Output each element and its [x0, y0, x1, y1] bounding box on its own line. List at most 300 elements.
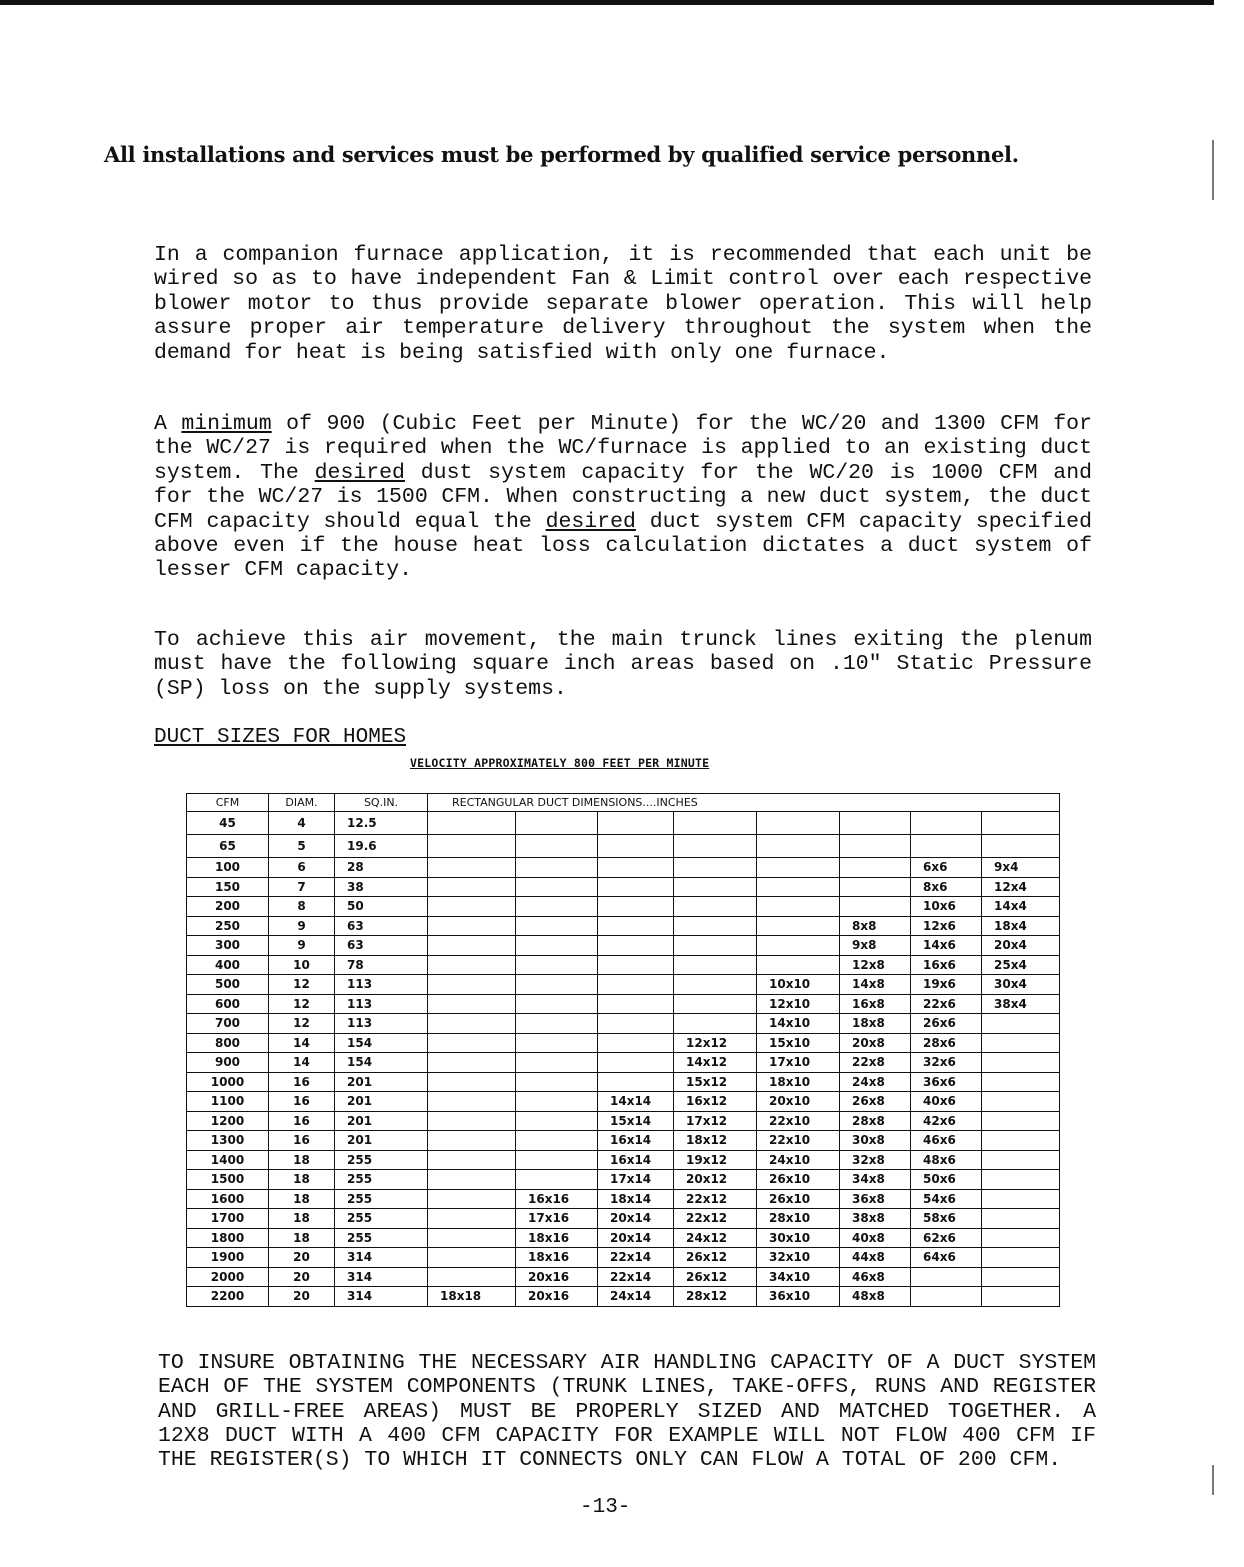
dimension-cell	[757, 812, 840, 835]
dimension-cell	[674, 975, 757, 995]
duct-sizes-table	[186, 793, 1060, 1307]
cfm-cell: 100	[187, 858, 269, 878]
dimension-cell: 16x14	[598, 1150, 674, 1170]
dimension-cell	[982, 1111, 1060, 1131]
dimension-cell	[516, 916, 598, 936]
dimension-cell	[428, 897, 516, 917]
footer-paragraph: TO INSURE OBTAINING THE NECESSARY AIR HANDLING CAPACITY OF A DUCT SYSTEM EACH OF THE SYSTEM COMPONENTS (TRUNK LINES, TAKE-OFFS, RUNS AND REGISTER AND GRILL-FREE AREAS) MUST BE PROPERLY SIZED AND MATCHED TOGETHER. A 12X8 DUCT WITH A 400 CFM CAPACITY FOR EXAMPLE WILL NOT FLOW 400 CFM IF THE REGISTER(S) TO WHICH IT CONNECTS ONLY CAN FLOW A TOTAL OF 200 CFM.	[158, 1351, 1096, 1473]
sqin-cell: 113	[335, 994, 428, 1014]
dimension-cell	[982, 835, 1060, 858]
dimension-cell	[516, 1014, 598, 1034]
dimension-cell: 20x16	[516, 1287, 598, 1307]
table-row	[187, 897, 1060, 917]
table-row	[187, 1053, 1060, 1073]
dimension-cell: 48x6	[911, 1150, 982, 1170]
dimension-cell	[598, 975, 674, 995]
table-row	[187, 1092, 1060, 1112]
dimension-cell	[982, 812, 1060, 835]
dimension-cell: 50x6	[911, 1170, 982, 1190]
table-row	[187, 1033, 1060, 1053]
trunk-lines-paragraph: To achieve this air movement, the main trunck lines exiting the plenum must have the following square inch areas based on .10" Static Pressure (SP) loss on the supply systems.	[154, 628, 1092, 701]
dimension-cell: 54x6	[911, 1189, 982, 1209]
dimension-cell	[757, 858, 840, 878]
dimension-cell	[428, 1150, 516, 1170]
dimension-cell: 20x14	[598, 1228, 674, 1248]
dimension-cell	[428, 1228, 516, 1248]
dimension-cell	[428, 1131, 516, 1151]
dimension-cell	[982, 1170, 1060, 1190]
diam-cell: 18	[269, 1228, 335, 1248]
dimension-cell: 14x6	[911, 936, 982, 956]
dimension-cell: 22x8	[840, 1053, 911, 1073]
dimension-cell	[428, 936, 516, 956]
minimum-emphasis: minimum	[181, 412, 272, 436]
cfm-cell: 1800	[187, 1228, 269, 1248]
sqin-cell: 314	[335, 1287, 428, 1307]
dimension-cell	[982, 1131, 1060, 1151]
dimension-cell	[428, 1072, 516, 1092]
dimension-cell: 18x16	[516, 1248, 598, 1268]
dimension-cell: 22x14	[598, 1248, 674, 1268]
dimension-cell	[911, 1287, 982, 1307]
dimension-cell	[598, 877, 674, 897]
cfm-cell: 1300	[187, 1131, 269, 1151]
dimension-cell: 14x12	[674, 1053, 757, 1073]
cfm-cell: 1500	[187, 1170, 269, 1190]
dimension-cell: 17x12	[674, 1111, 757, 1131]
sqin-cell: 255	[335, 1150, 428, 1170]
dimension-cell	[516, 812, 598, 835]
dimension-cell: 26x12	[674, 1267, 757, 1287]
diam-cell: 18	[269, 1209, 335, 1229]
dimension-cell	[674, 812, 757, 835]
dimension-cell	[516, 1170, 598, 1190]
sqin-cell: 154	[335, 1033, 428, 1053]
dimension-cell	[840, 858, 911, 878]
dimension-cell	[982, 1267, 1060, 1287]
dimension-cell: 26x8	[840, 1092, 911, 1112]
dimension-cell: 58x6	[911, 1209, 982, 1229]
dimension-cell	[674, 936, 757, 956]
dimension-cell: 26x10	[757, 1170, 840, 1190]
cfm-cell: 1400	[187, 1150, 269, 1170]
dimension-cell: 16x14	[598, 1131, 674, 1151]
dimension-cell: 24x8	[840, 1072, 911, 1092]
dimension-cell	[428, 994, 516, 1014]
cfm-cell: 800	[187, 1033, 269, 1053]
dimension-cell	[516, 1111, 598, 1131]
diam-cell: 5	[269, 835, 335, 858]
table-row	[187, 975, 1060, 995]
dimension-cell: 18x12	[674, 1131, 757, 1151]
table-row	[187, 1209, 1060, 1229]
sqin-cell: 78	[335, 955, 428, 975]
sqin-cell: 113	[335, 1014, 428, 1034]
dimension-cell: 9x4	[982, 858, 1060, 878]
table-row	[187, 1072, 1060, 1092]
diam-cell: 4	[269, 812, 335, 835]
cfm-cell: 1600	[187, 1189, 269, 1209]
dimension-cell: 32x10	[757, 1248, 840, 1268]
diam-cell: 18	[269, 1170, 335, 1190]
dimension-cell: 40x6	[911, 1092, 982, 1112]
dimension-cell: 10x6	[911, 897, 982, 917]
table-row	[187, 877, 1060, 897]
cfm-requirement-paragraph: A minimum of 900 (Cubic Feet per Minute) for the WC/20 and 1300 CFM for the WC/27 is required when the WC/furnace is applied to an existing duct system. The desired dust system capacity for the WC/20 is 1000 CFM and for the WC/27 is 1500 CFM. When constructing a new duct system, the duct CFM capacity should equal the desired duct system CFM capacity specified above even if the house heat loss calculation dictates a duct system of lesser CFM capacity.	[154, 412, 1092, 583]
dimension-cell	[982, 1189, 1060, 1209]
dimension-cell	[428, 916, 516, 936]
diam-cell: 14	[269, 1033, 335, 1053]
sqin-cell: 314	[335, 1248, 428, 1268]
diam-cell: 6	[269, 858, 335, 878]
sqin-cell: 19.6	[335, 835, 428, 858]
cfm-cell: 45	[187, 812, 269, 835]
dimension-cell: 20x16	[516, 1267, 598, 1287]
dimension-cell	[428, 812, 516, 835]
dimension-cell	[982, 1092, 1060, 1112]
table-row	[187, 1170, 1060, 1190]
dimension-cell: 26x12	[674, 1248, 757, 1268]
dimension-cell	[757, 916, 840, 936]
dimension-cell: 12x4	[982, 877, 1060, 897]
dimension-cell: 18x18	[428, 1287, 516, 1307]
sqin-cell: 63	[335, 916, 428, 936]
sqin-cell: 154	[335, 1053, 428, 1073]
companion-furnace-paragraph: In a companion furnace application, it is recommended that each unit be wired so as to have independent Fan & Limit control over each respective blower motor to thus provide separate blower operation. This will help assure proper air temperature delivery throughout the system when the demand for heat is being satisfied with only one furnace.	[154, 243, 1092, 365]
sqin-cell: 63	[335, 936, 428, 956]
desired-emphasis: desired	[314, 460, 405, 485]
cfm-cell: 1000	[187, 1072, 269, 1092]
dimension-cell: 8x8	[840, 916, 911, 936]
dimension-cell: 48x8	[840, 1287, 911, 1307]
dimension-cell	[911, 1267, 982, 1287]
dimension-cell: 14x8	[840, 975, 911, 995]
diam-cell: 14	[269, 1053, 335, 1073]
dimension-cell: 20x10	[757, 1092, 840, 1112]
cfm-cell: 250	[187, 916, 269, 936]
table-row	[187, 1267, 1060, 1287]
dimension-cell	[757, 877, 840, 897]
dimension-cell: 22x10	[757, 1111, 840, 1131]
dimension-cell: 18x10	[757, 1072, 840, 1092]
dimension-cell: 8x6	[911, 877, 982, 897]
dimension-cell	[674, 897, 757, 917]
dimension-cell: 24x10	[757, 1150, 840, 1170]
table-row	[187, 1287, 1060, 1307]
dimension-cell	[428, 1014, 516, 1034]
dimension-cell: 28x8	[840, 1111, 911, 1131]
dimension-cell: 42x6	[911, 1111, 982, 1131]
table-header-row	[187, 794, 1060, 812]
table-row	[187, 916, 1060, 936]
dimension-cell	[598, 955, 674, 975]
dimension-cell	[840, 897, 911, 917]
dimension-cell	[840, 812, 911, 835]
diam-cell: 12	[269, 1014, 335, 1034]
dimension-cell: 15x10	[757, 1033, 840, 1053]
dimension-cell: 19x6	[911, 975, 982, 995]
header-cfm: CFM	[187, 794, 269, 812]
dimension-cell: 32x6	[911, 1053, 982, 1073]
sqin-cell: 38	[335, 877, 428, 897]
dimension-cell	[982, 1228, 1060, 1248]
page-number: -13-	[580, 1496, 631, 1519]
sqin-cell: 201	[335, 1111, 428, 1131]
cfm-cell: 150	[187, 877, 269, 897]
dimension-cell: 9x8	[840, 936, 911, 956]
dimension-cell	[428, 1053, 516, 1073]
dimension-cell: 18x14	[598, 1189, 674, 1209]
header-rect-dimensions: RECTANGULAR DUCT DIMENSIONS....INCHES	[428, 794, 1060, 812]
dimension-cell	[516, 897, 598, 917]
dimension-cell	[428, 1209, 516, 1229]
cfm-cell: 900	[187, 1053, 269, 1073]
cfm-cell: 1100	[187, 1092, 269, 1112]
diam-cell: 16	[269, 1092, 335, 1112]
dimension-cell: 44x8	[840, 1248, 911, 1268]
dimension-cell	[516, 1150, 598, 1170]
table-row	[187, 994, 1060, 1014]
header-sqin: SQ.IN.	[335, 794, 428, 812]
dimension-cell	[598, 994, 674, 1014]
cfm-cell: 2000	[187, 1267, 269, 1287]
table-body	[187, 812, 1060, 1307]
safety-heading: All installations and services must be performed by qualified service personnel.	[104, 142, 1019, 167]
table-row	[187, 858, 1060, 878]
dimension-cell	[516, 975, 598, 995]
table-row	[187, 955, 1060, 975]
dimension-cell	[516, 955, 598, 975]
dimension-cell: 24x14	[598, 1287, 674, 1307]
dimension-cell	[516, 1131, 598, 1151]
dimension-cell: 14x14	[598, 1092, 674, 1112]
diam-cell: 16	[269, 1072, 335, 1092]
diam-cell: 9	[269, 916, 335, 936]
dimension-cell: 14x10	[757, 1014, 840, 1034]
dimension-cell	[982, 1150, 1060, 1170]
sqin-cell: 28	[335, 858, 428, 878]
dimension-cell: 22x6	[911, 994, 982, 1014]
table-row	[187, 1131, 1060, 1151]
cfm-cell: 700	[187, 1014, 269, 1034]
margin-scan-mark	[1212, 140, 1214, 200]
dimension-cell	[598, 1053, 674, 1073]
diam-cell: 18	[269, 1150, 335, 1170]
dimension-cell: 16x16	[516, 1189, 598, 1209]
dimension-cell: 17x16	[516, 1209, 598, 1229]
sqin-cell: 255	[335, 1189, 428, 1209]
dimension-cell	[757, 936, 840, 956]
table-row	[187, 1189, 1060, 1209]
dimension-cell	[428, 1189, 516, 1209]
cfm-cell: 1200	[187, 1111, 269, 1131]
dimension-cell: 30x8	[840, 1131, 911, 1151]
cfm-cell: 400	[187, 955, 269, 975]
dimension-cell: 36x6	[911, 1072, 982, 1092]
sqin-cell: 255	[335, 1209, 428, 1229]
dimension-cell	[982, 1033, 1060, 1053]
dimension-cell: 18x8	[840, 1014, 911, 1034]
dimension-cell	[982, 1209, 1060, 1229]
diam-cell: 20	[269, 1248, 335, 1268]
dimension-cell	[674, 994, 757, 1014]
dimension-cell	[598, 812, 674, 835]
dimension-cell: 10x10	[757, 975, 840, 995]
dimension-cell	[428, 1267, 516, 1287]
sqin-cell: 50	[335, 897, 428, 917]
dimension-cell: 46x6	[911, 1131, 982, 1151]
dimension-cell: 36x8	[840, 1189, 911, 1209]
dimension-cell: 22x12	[674, 1209, 757, 1229]
dimension-cell	[757, 897, 840, 917]
margin-scan-mark	[1212, 1465, 1214, 1495]
dimension-cell	[598, 1072, 674, 1092]
dimension-cell: 15x14	[598, 1111, 674, 1131]
dimension-cell	[598, 858, 674, 878]
sqin-cell: 314	[335, 1267, 428, 1287]
cfm-cell: 600	[187, 994, 269, 1014]
dimension-cell: 19x12	[674, 1150, 757, 1170]
table-row	[187, 1111, 1060, 1131]
dimension-cell	[428, 1170, 516, 1190]
dimension-cell: 15x12	[674, 1072, 757, 1092]
dimension-cell	[757, 955, 840, 975]
cfm-cell: 500	[187, 975, 269, 995]
dimension-cell	[516, 1072, 598, 1092]
dimension-cell: 34x8	[840, 1170, 911, 1190]
dimension-cell: 16x6	[911, 955, 982, 975]
table-row	[187, 936, 1060, 956]
dimension-cell	[674, 835, 757, 858]
dimension-cell	[674, 1014, 757, 1034]
dimension-cell	[674, 955, 757, 975]
table-row	[187, 1014, 1060, 1034]
dimension-cell: 22x12	[674, 1189, 757, 1209]
dimension-cell: 22x10	[757, 1131, 840, 1151]
dimension-cell	[516, 994, 598, 1014]
dimension-cell	[598, 897, 674, 917]
dimension-cell: 38x8	[840, 1209, 911, 1229]
diam-cell: 16	[269, 1131, 335, 1151]
dimension-cell	[840, 835, 911, 858]
diam-cell: 12	[269, 994, 335, 1014]
sqin-cell: 201	[335, 1131, 428, 1151]
diam-cell: 20	[269, 1267, 335, 1287]
dimension-cell: 32x8	[840, 1150, 911, 1170]
dimension-cell: 17x10	[757, 1053, 840, 1073]
sqin-cell: 255	[335, 1170, 428, 1190]
dimension-cell	[840, 877, 911, 897]
cfm-cell: 200	[187, 897, 269, 917]
section-title: DUCT SIZES FOR HOMES	[154, 726, 407, 749]
dimension-cell	[516, 858, 598, 878]
dimension-cell: 30x10	[757, 1228, 840, 1248]
dimension-cell: 64x6	[911, 1248, 982, 1268]
dimension-cell: 12x10	[757, 994, 840, 1014]
dimension-cell	[516, 877, 598, 897]
dimension-cell	[674, 916, 757, 936]
diam-cell: 10	[269, 955, 335, 975]
dimension-cell: 20x8	[840, 1033, 911, 1053]
table-row	[187, 812, 1060, 835]
table-row	[187, 1248, 1060, 1268]
dimension-cell	[516, 936, 598, 956]
diam-cell: 7	[269, 877, 335, 897]
dimension-cell	[428, 1092, 516, 1112]
dimension-cell: 62x6	[911, 1228, 982, 1248]
dimension-cell: 38x4	[982, 994, 1060, 1014]
table-row	[187, 1150, 1060, 1170]
cfm-cell: 300	[187, 936, 269, 956]
desired-emphasis: desired	[545, 509, 636, 534]
table-row	[187, 1228, 1060, 1248]
sqin-cell: 255	[335, 1228, 428, 1248]
cfm-cell: 2200	[187, 1287, 269, 1307]
dimension-cell: 40x8	[840, 1228, 911, 1248]
dimension-cell	[674, 877, 757, 897]
dimension-cell: 20x12	[674, 1170, 757, 1190]
dimension-cell	[428, 1033, 516, 1053]
diam-cell: 16	[269, 1111, 335, 1131]
dimension-cell: 26x10	[757, 1189, 840, 1209]
dimension-cell: 16x8	[840, 994, 911, 1014]
dimension-cell	[982, 1072, 1060, 1092]
dimension-cell: 28x6	[911, 1033, 982, 1053]
sqin-cell: 113	[335, 975, 428, 995]
dimension-cell: 26x6	[911, 1014, 982, 1034]
dimension-cell	[982, 1248, 1060, 1268]
cfm-cell: 1900	[187, 1248, 269, 1268]
dimension-cell	[428, 975, 516, 995]
dimension-cell	[982, 1053, 1060, 1073]
dimension-cell	[516, 835, 598, 858]
dimension-cell: 16x12	[674, 1092, 757, 1112]
dimension-cell	[911, 835, 982, 858]
dimension-cell: 12x12	[674, 1033, 757, 1053]
dimension-cell: 20x4	[982, 936, 1060, 956]
dimension-cell	[428, 955, 516, 975]
dimension-cell	[428, 858, 516, 878]
dimension-cell: 18x16	[516, 1228, 598, 1248]
dimension-cell: 12x6	[911, 916, 982, 936]
dimension-cell: 34x10	[757, 1267, 840, 1287]
table-row	[187, 835, 1060, 858]
dimension-cell: 36x10	[757, 1287, 840, 1307]
dimension-cell: 22x14	[598, 1267, 674, 1287]
sqin-cell: 201	[335, 1072, 428, 1092]
cfm-cell: 1700	[187, 1209, 269, 1229]
dimension-cell: 30x4	[982, 975, 1060, 995]
dimension-cell: 46x8	[840, 1267, 911, 1287]
dimension-cell	[598, 916, 674, 936]
sqin-cell: 201	[335, 1092, 428, 1112]
diam-cell: 18	[269, 1189, 335, 1209]
dimension-cell	[982, 1014, 1060, 1034]
dimension-cell	[757, 835, 840, 858]
dimension-cell: 25x4	[982, 955, 1060, 975]
dimension-cell: 20x14	[598, 1209, 674, 1229]
cfm-cell: 65	[187, 835, 269, 858]
top-border-line	[0, 0, 1214, 5]
dimension-cell	[428, 877, 516, 897]
dimension-cell	[598, 1033, 674, 1053]
dimension-cell: 6x6	[911, 858, 982, 878]
dimension-cell: 17x14	[598, 1170, 674, 1190]
dimension-cell: 12x8	[840, 955, 911, 975]
diam-cell: 9	[269, 936, 335, 956]
diam-cell: 12	[269, 975, 335, 995]
dimension-cell: 18x4	[982, 916, 1060, 936]
